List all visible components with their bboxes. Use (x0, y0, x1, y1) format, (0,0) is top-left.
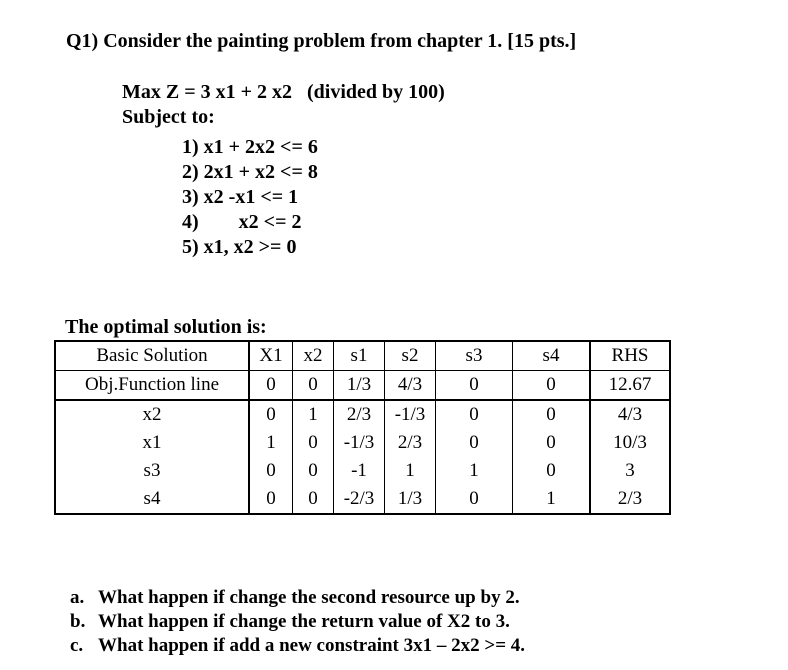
constraint-1: 1) x1 + 2x2 <= 6 (182, 136, 318, 158)
table-cell: 12.67 (590, 371, 670, 401)
table-cell: s4 (55, 485, 249, 514)
header-cell: x2 (293, 341, 334, 371)
question-text: What happen if change the second resource up by 2. (98, 587, 520, 608)
constraint-5: 5) x1, x2 >= 0 (182, 236, 297, 258)
table-cell: 1 (293, 400, 334, 429)
question-b (70, 610, 525, 634)
table-cell: 4/3 (385, 371, 436, 401)
table-cell: 4/3 (617, 404, 643, 425)
table-cell: x1 (55, 429, 249, 457)
table-cell: 1 (385, 457, 436, 485)
header-cell: RHS (611, 345, 649, 366)
table-cell: 0 (293, 429, 334, 457)
question-a (70, 586, 525, 610)
table-cell: x2 (55, 400, 249, 429)
table-row (55, 400, 670, 429)
question-text: What happen if change the return value of X2 to 3. (98, 611, 510, 632)
table-cell: 10/3 (613, 432, 647, 453)
question-label: c. (70, 635, 84, 656)
lp-model (122, 80, 445, 130)
table-cell: 0 (293, 485, 334, 514)
table-cell: 1/3 (385, 485, 436, 514)
table-row (55, 485, 670, 514)
header-cell: s3 (436, 341, 513, 371)
table-cell: 0 (513, 371, 591, 401)
table-cell: 3 (625, 460, 635, 481)
table-cell: 2/3 (385, 429, 436, 457)
table-cell: 1 (513, 485, 591, 514)
table-cell: Obj.Function line (55, 371, 249, 401)
table-cell: 0 (436, 400, 513, 429)
header-cell: s1 (334, 341, 385, 371)
objective-function: Max Z = 3 x1 + 2 x2 (divided by 100) (122, 81, 445, 103)
optimal-solution-title: The optimal solution is: (65, 316, 267, 338)
constraint-4-expression: x2 <= 2 (238, 211, 302, 233)
table-header-row (55, 341, 670, 371)
question-text: What happen if add a new constraint 3x1 – 2x2 >= 4. (98, 635, 526, 656)
table-cell: 0 (249, 457, 293, 485)
question-title: Q1) Consider the painting problem from chapter 1. [15 pts.] (66, 30, 577, 52)
table-cell: 0 (249, 371, 293, 401)
table-cell: 0 (249, 400, 293, 429)
table-cell: 1/3 (334, 371, 385, 401)
table-cell: 2/3 (617, 488, 643, 509)
constraint-4 (182, 210, 318, 235)
table-cell: 0 (513, 429, 591, 457)
objective-function-row (55, 371, 670, 401)
table-cell: -1/3 (334, 429, 385, 457)
constraint-list (182, 135, 318, 260)
constraint-4-label: 4) (182, 211, 199, 233)
table-cell: 1 (436, 457, 513, 485)
table-cell: 1 (249, 429, 293, 457)
header-cell: X1 (249, 341, 293, 371)
table-cell: 0 (513, 457, 591, 485)
question-c (70, 634, 525, 658)
header-cell: s4 (513, 341, 591, 371)
question-list (70, 586, 525, 658)
table-cell: s3 (55, 457, 249, 485)
table-cell: 0 (513, 400, 591, 429)
table-row (55, 457, 670, 485)
table-cell: 0 (293, 457, 334, 485)
simplex-tableau (54, 340, 671, 515)
constraint-2: 2) 2x1 + x2 <= 8 (182, 161, 318, 183)
header-cell: s2 (385, 341, 436, 371)
constraint-3: 3) x2 -x1 <= 1 (182, 186, 299, 208)
table-cell: 0 (436, 429, 513, 457)
table-cell: -2/3 (334, 485, 385, 514)
header-cell: Basic Solution (55, 341, 249, 371)
table-cell: -1/3 (385, 400, 436, 429)
table-row (55, 429, 670, 457)
table-cell: 0 (436, 485, 513, 514)
table-cell: 0 (436, 371, 513, 401)
table-cell: 2/3 (334, 400, 385, 429)
table-cell: 0 (293, 371, 334, 401)
table-cell: -1 (334, 457, 385, 485)
table-cell: 0 (249, 485, 293, 514)
question-label: b. (70, 611, 86, 632)
subject-to-label: Subject to: (122, 106, 215, 128)
question-label: a. (70, 587, 85, 608)
